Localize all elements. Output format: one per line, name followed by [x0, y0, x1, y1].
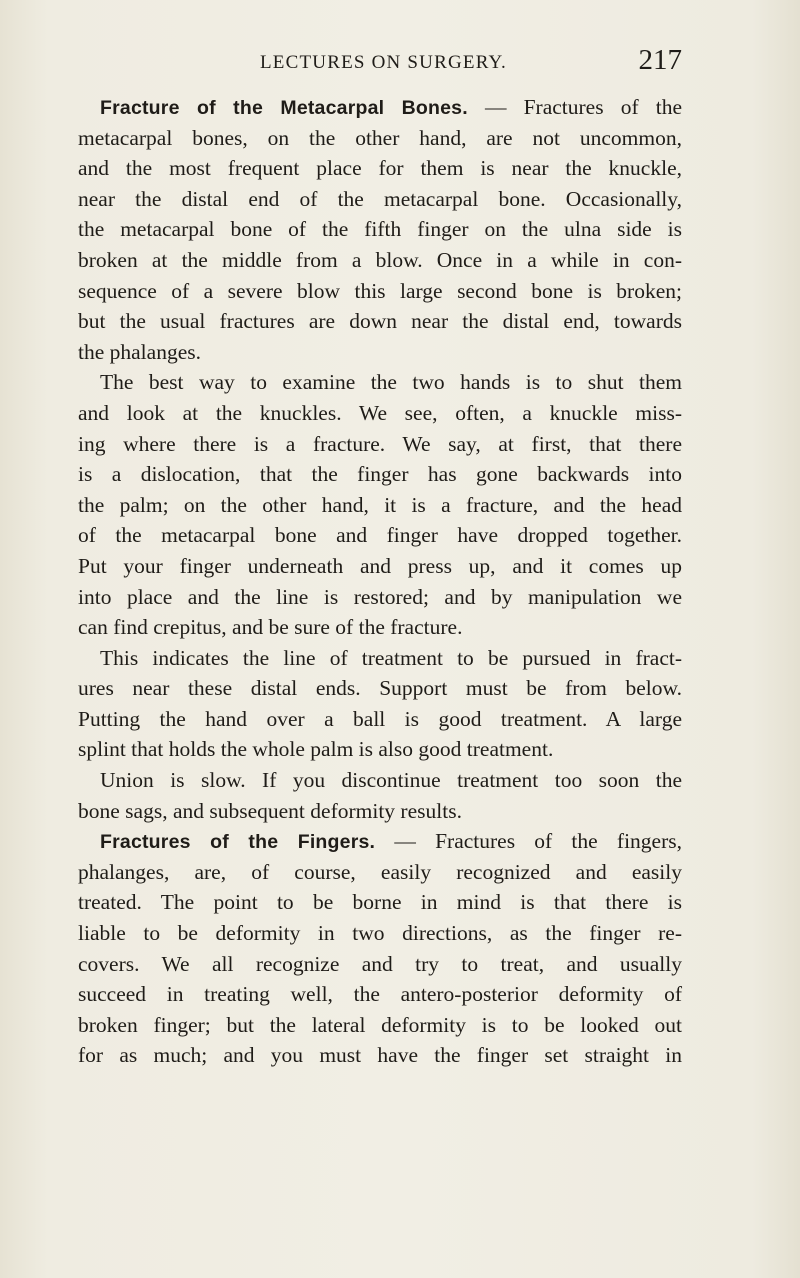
text-line: liable to be deformity in two directions, as the finger re-	[78, 921, 682, 946]
text-line: Union is slow. If you discontinue treatment too soon the	[100, 768, 682, 793]
text-line: is a dislocation, that the finger has gone backwards into	[78, 462, 682, 487]
text-line: ing where there is a fracture. We say, at first, that there	[78, 431, 682, 456]
text-line	[78, 92, 682, 123]
text-line: bone sags, and subsequent deformity results.	[78, 798, 462, 823]
text-line: Putting the hand over a ball is good treatment. A large	[78, 706, 682, 731]
text-line: Put your finger underneath and press up, and it comes up	[78, 553, 682, 578]
text-line: and the most frequent place for them is near the knuckle,	[78, 156, 682, 181]
text-run: — Fractures of the	[467, 95, 682, 119]
text-line: near the distal end of the metacarpal bone. Occasionally,	[78, 186, 682, 211]
text-run: — Fractures of the fingers,	[375, 829, 682, 854]
text-line: the phalanges.	[78, 339, 201, 364]
text-line: sequence of a severe blow this large second bone is broken;	[78, 278, 682, 303]
section-heading-metacarpal: Fracture of the Metacarpal Bones.	[100, 97, 468, 119]
running-head	[78, 44, 682, 80]
text-line: broken finger; but the lateral deformity is to be looked out	[78, 1012, 682, 1037]
text-line: ures near these distal ends. Support must be from below.	[78, 676, 682, 701]
text-line: the palm; on the other hand, it is a fracture, and the head	[78, 492, 682, 517]
text-line: splint that holds the whole palm is also good treatment.	[78, 737, 554, 762]
body-text	[78, 92, 682, 1071]
text-line: can find crepitus, and be sure of the fracture.	[78, 615, 463, 640]
text-line: into place and the line is restored; and by manipulation we	[78, 584, 682, 609]
text-line: The best way to examine the two hands is to shut them	[100, 370, 682, 395]
text-line	[78, 826, 682, 857]
text-line: metacarpal bones, on the other hand, are not uncommon,	[78, 125, 682, 150]
section-heading-fingers: Fractures of the Fingers.	[100, 831, 376, 854]
text-line: treated. The point to be borne in mind is that there is	[78, 890, 682, 915]
page-number: 217	[638, 44, 682, 76]
text-line: phalanges, are, of course, easily recognized and easily	[78, 859, 682, 884]
text-line: but the usual fractures are down near the distal end, towards	[78, 309, 682, 334]
text-line: This indicates the line of treatment to be pursued in fract-	[100, 645, 682, 670]
running-title: LECTURES ON SURGERY.	[260, 52, 507, 73]
text-line: broken at the middle from a blow. Once in a while in con-	[78, 247, 682, 272]
text-line: of the metacarpal bone and finger have dropped together.	[78, 523, 682, 548]
text-line: covers. We all recognize and try to treat, and usually	[78, 951, 682, 976]
text-line: succeed in treating well, the antero-posterior deformity of	[78, 982, 682, 1007]
text-line: the metacarpal bone of the fifth finger on the ulna side is	[78, 217, 682, 242]
text-line: for as much; and you must have the finger set straight in	[78, 1043, 682, 1068]
text-line: and look at the knuckles. We see, often, a knuckle miss-	[78, 400, 682, 425]
